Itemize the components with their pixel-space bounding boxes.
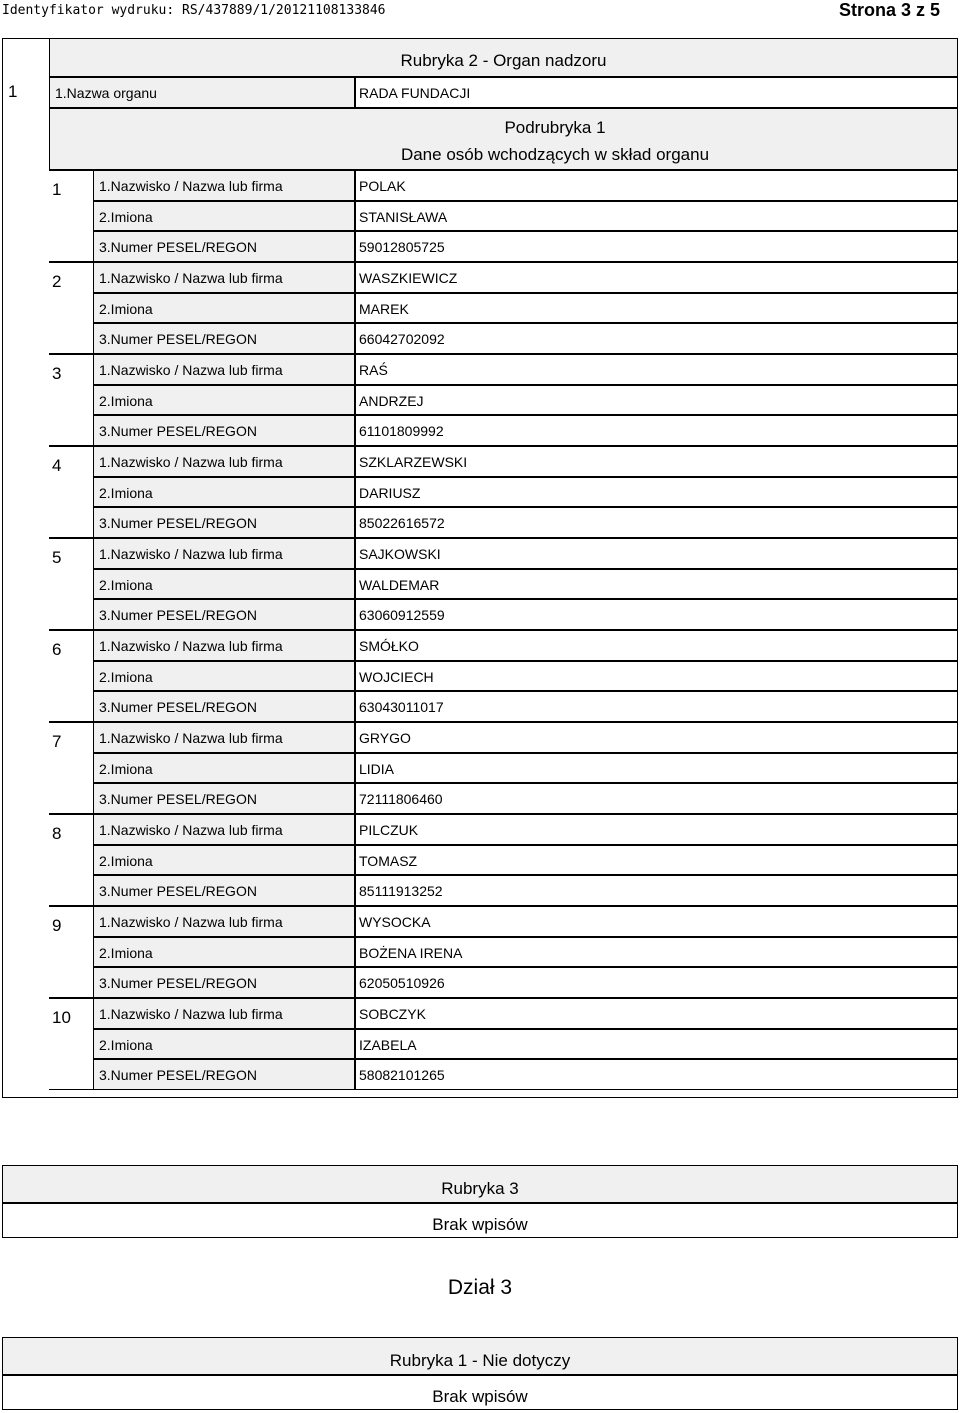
- person-value-cell: [355, 415, 958, 446]
- person-value-cell: [355, 722, 958, 753]
- person-name-label: 1.Nazwisko / Nazwa lub firma: [99, 270, 283, 286]
- person-number: 7: [52, 732, 62, 751]
- person-name-label: 1.Nazwisko / Nazwa lub firma: [99, 638, 283, 654]
- person-name-value: RAŚ: [359, 362, 388, 378]
- person-value-cell: [355, 507, 958, 538]
- person-first-names-label: 2.Imiona: [99, 208, 153, 225]
- person-value-cell: [355, 753, 958, 784]
- person-name-label: 1.Nazwisko / Nazwa lub firma: [99, 1006, 283, 1022]
- nazwa-organu-label: 1.Nazwa organu: [55, 85, 157, 101]
- person-value-cell: [355, 569, 958, 600]
- person-name-value: GRYGO: [359, 730, 411, 746]
- person-value-cell: [355, 630, 958, 661]
- person-first-names-value: ANDRZEJ: [359, 392, 424, 409]
- person-pesel-regon-label: 3.Numer PESEL/REGON: [99, 331, 257, 348]
- person-first-names-label: 2.Imiona: [99, 760, 153, 777]
- person-value-cell: [355, 385, 958, 416]
- person-first-names-label: 2.Imiona: [99, 1036, 153, 1053]
- person-number: 4: [52, 456, 62, 475]
- person-value-cell: [355, 967, 958, 998]
- person-pesel-regon-value: 61101809992: [359, 423, 444, 440]
- person-number: 9: [52, 916, 62, 935]
- person-name-value: WYSOCKA: [359, 914, 431, 930]
- rubryka-2-title: Rubryka 2 - Organ nadzoru: [400, 51, 607, 70]
- person-pesel-regon-label: 3.Numer PESEL/REGON: [99, 699, 257, 716]
- print-identifier: Identyfikator wydruku: RS/437889/1/20121108133846: [2, 3, 386, 18]
- person-number: 3: [52, 364, 62, 383]
- person-number: 10: [52, 1008, 71, 1027]
- person-value-cell: [355, 814, 958, 845]
- person-pesel-regon-label: 3.Numer PESEL/REGON: [99, 607, 257, 624]
- person-name-label: 1.Nazwisko / Nazwa lub firma: [99, 914, 283, 930]
- person-pesel-regon-label: 3.Numer PESEL/REGON: [99, 423, 257, 440]
- person-name-value: WASZKIEWICZ: [359, 270, 458, 286]
- person-first-names-value: IZABELA: [359, 1036, 417, 1053]
- nazwa-organu-value: RADA FUNDACJI: [359, 85, 471, 101]
- person-pesel-regon-value: 63060912559: [359, 607, 445, 624]
- rubryka-1-title: Rubryka 1 - Nie dotyczy: [389, 1351, 571, 1370]
- person-first-names-label: 2.Imiona: [99, 300, 153, 317]
- person-name-value: PILCZUK: [359, 822, 419, 838]
- person-value-cell: [355, 538, 958, 569]
- person-first-names-value: MAREK: [359, 300, 409, 317]
- person-number: 2: [52, 272, 62, 291]
- page-number: Strona 3 z 5: [838, 0, 940, 20]
- person-name-value: SZKLARZEWSKI: [359, 454, 468, 470]
- person-pesel-regon-value: 72111806460: [359, 791, 443, 808]
- person-first-names-label: 2.Imiona: [99, 576, 153, 593]
- person-first-names-value: STANISŁAWA: [359, 208, 448, 225]
- person-first-names-value: TOMASZ: [359, 852, 418, 869]
- person-first-names-value: LIDIA: [359, 760, 395, 777]
- person-pesel-regon-label: 3.Numer PESEL/REGON: [99, 515, 257, 532]
- person-first-names-label: 2.Imiona: [99, 668, 153, 685]
- person-first-names-value: BOŻENA IRENA: [359, 944, 463, 961]
- row-number: 1: [8, 82, 18, 101]
- person-number: 8: [52, 824, 62, 843]
- dzial-title: Dział 3: [447, 1276, 513, 1299]
- person-name-label: 1.Nazwisko / Nazwa lub firma: [99, 362, 283, 378]
- person-pesel-regon-label: 3.Numer PESEL/REGON: [99, 975, 257, 992]
- person-value-cell: [355, 783, 958, 814]
- rubryka-3-status: Brak wpisów: [432, 1215, 528, 1234]
- person-value-cell: [355, 1029, 958, 1060]
- person-name-label: 1.Nazwisko / Nazwa lub firma: [99, 822, 283, 838]
- person-first-names-label: 2.Imiona: [99, 852, 153, 869]
- person-value-cell: [355, 477, 958, 508]
- person-number: 1: [52, 180, 62, 199]
- person-name-label: 1.Nazwisko / Nazwa lub firma: [99, 454, 283, 470]
- podrubryka-title: Podrubryka 1: [504, 118, 606, 137]
- person-name-label: 1.Nazwisko / Nazwa lub firma: [99, 178, 283, 194]
- person-value-cell: [355, 354, 958, 385]
- person-value-cell: [355, 691, 958, 722]
- person-first-names-label: 2.Imiona: [99, 944, 153, 961]
- person-value-cell: [355, 170, 958, 201]
- person-value-cell: [355, 293, 958, 324]
- person-first-names-value: WOJCIECH: [359, 668, 434, 685]
- person-number: 5: [52, 548, 62, 567]
- person-value-cell: [355, 845, 958, 876]
- person-value-cell: [355, 599, 958, 630]
- person-name-value: SAJKOWSKI: [359, 546, 441, 562]
- person-pesel-regon-value: 85111913252: [359, 883, 443, 900]
- rubryka-3-title: Rubryka 3: [441, 1179, 519, 1198]
- person-first-names-value: DARIUSZ: [359, 484, 421, 501]
- person-value-cell: [355, 661, 958, 692]
- person-value-cell: [355, 875, 958, 906]
- person-number: 6: [52, 640, 62, 659]
- person-pesel-regon-label: 3.Numer PESEL/REGON: [99, 239, 257, 256]
- person-value-cell: [355, 231, 958, 262]
- person-first-names-value: WALDEMAR: [359, 576, 440, 593]
- person-name-label: 1.Nazwisko / Nazwa lub firma: [99, 730, 283, 746]
- person-pesel-regon-value: 63043011017: [359, 699, 444, 716]
- person-pesel-regon-value: 62050510926: [359, 975, 445, 992]
- person-pesel-regon-value: 85022616572: [359, 515, 445, 532]
- person-name-label: 1.Nazwisko / Nazwa lub firma: [99, 546, 283, 562]
- person-pesel-regon-label: 3.Numer PESEL/REGON: [99, 791, 257, 808]
- person-pesel-regon-label: 3.Numer PESEL/REGON: [99, 1067, 257, 1084]
- person-name-value: SMÓŁKO: [359, 638, 419, 654]
- person-pesel-regon-value: 59012805725: [359, 239, 445, 256]
- podrubryka-subtitle: Dane osób wchodzących w skład organu: [400, 145, 710, 164]
- person-value-cell: [355, 1059, 958, 1090]
- person-name-value: SOBCZYK: [359, 1006, 426, 1022]
- person-pesel-regon-label: 3.Numer PESEL/REGON: [99, 883, 257, 900]
- rubryka-1-status: Brak wpisów: [432, 1387, 528, 1406]
- person-value-cell: [355, 323, 958, 354]
- person-name-value: POLAK: [359, 178, 406, 194]
- person-first-names-label: 2.Imiona: [99, 392, 153, 409]
- person-value-cell: [355, 906, 958, 937]
- person-pesel-regon-value: 58082101265: [359, 1067, 445, 1084]
- person-pesel-regon-value: 66042702092: [359, 331, 445, 348]
- person-first-names-label: 2.Imiona: [99, 484, 153, 501]
- person-value-cell: [355, 998, 958, 1029]
